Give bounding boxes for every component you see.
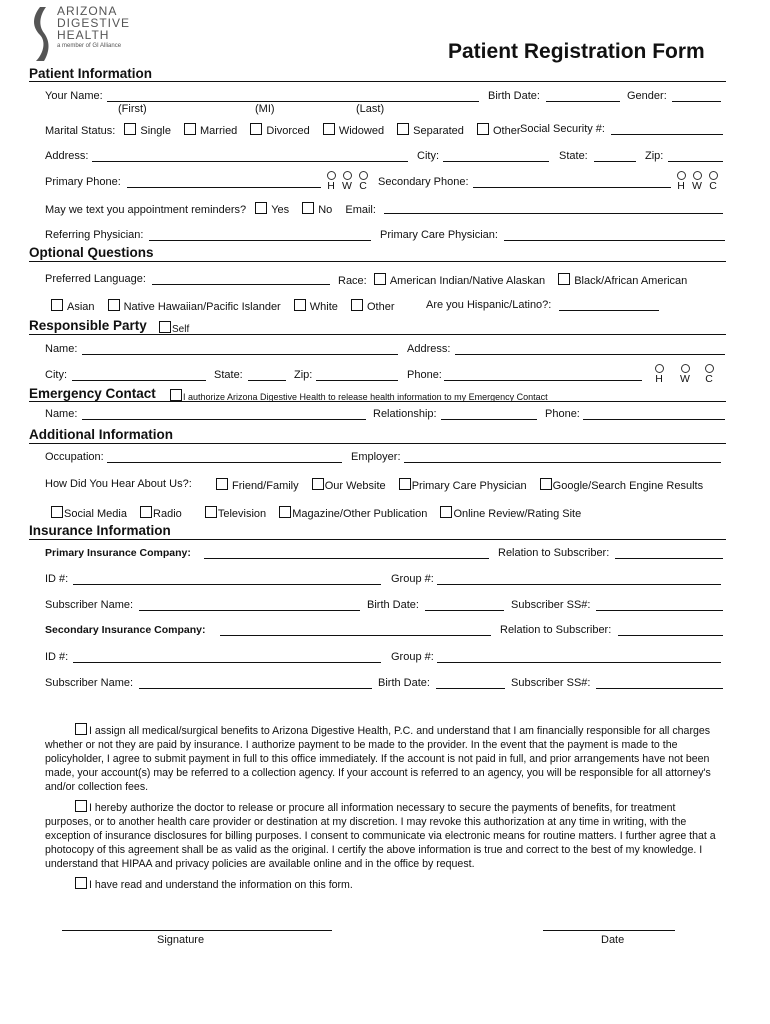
marital-divorced[interactable]: Divorced (250, 125, 309, 137)
race-black[interactable]: Black/African American (558, 275, 687, 287)
responsible-rule (29, 334, 726, 335)
secondary-birth-date-field[interactable] (436, 688, 505, 689)
date-field[interactable] (543, 930, 675, 931)
title-rule (29, 81, 726, 82)
checkbox-icon (159, 321, 171, 333)
logo-line3: HEALTH (57, 28, 110, 42)
checkbox-icon (558, 273, 570, 285)
checkbox-icon (51, 506, 63, 518)
hear-google[interactable]: Google/Search Engine Results (540, 480, 703, 492)
signature-label: Signature (157, 934, 205, 946)
consent-paragraph-1: I assign all medical/surgical benefits to Arizona Digestive Health, P.C. and understand that I am financially responsible for all charges whether or not they are paid by insurance. I authorize payment to be made to the provider. In the event that the payment is made to the policyholder, I agree to submit payment in full to this office immediately. If the account is not paid in full, and prior arrangements have not been made, your account(s) may be referred to a collection agency. If your account is referred to an agency, you will be responsible for all attorney's and/or collection fees. (45, 725, 711, 793)
last-label: (Last) (356, 103, 385, 115)
emergency-name-field[interactable] (82, 419, 366, 420)
state-label: State: (559, 150, 588, 162)
patient-info-heading: Patient Information (29, 66, 153, 81)
race-native-hawaiian[interactable]: Native Hawaiian/Pacific Islander (108, 301, 281, 313)
birth-date-label: Birth Date: (488, 90, 540, 102)
hear-pcp[interactable]: Primary Care Physician (399, 480, 527, 492)
text-reminders-row (45, 202, 376, 217)
race-american-indian[interactable]: American Indian/Native Alaskan (374, 275, 545, 287)
emergency-phone-label: Phone: (545, 408, 580, 420)
checkbox-icon (397, 123, 409, 135)
primary-phone-cell[interactable]: C (357, 171, 369, 191)
checkbox-icon (216, 478, 228, 490)
hear-television[interactable]: Television (205, 508, 266, 520)
primary-relation-label: Relation to Subscriber: (498, 547, 610, 559)
secondary-phone-cell[interactable]: C (707, 171, 719, 191)
consent-3-checkbox[interactable] (75, 877, 87, 889)
checkbox-icon (250, 123, 262, 135)
checkbox-icon (374, 273, 386, 285)
responsible-city-label: City: (45, 369, 67, 381)
responsible-name-field[interactable] (82, 354, 398, 355)
primary-id-label: ID #: (45, 573, 69, 585)
checkbox-icon (108, 299, 120, 311)
primary-phone-home[interactable]: H (325, 171, 337, 191)
primary-group-label: Group #: (391, 573, 434, 585)
consent-2-checkbox[interactable] (75, 800, 87, 812)
emergency-rule (29, 401, 726, 402)
mi-label: (MI) (255, 103, 275, 115)
primary-subscriber-ss-field[interactable] (596, 610, 723, 611)
secondary-phone-home[interactable]: H (675, 171, 687, 191)
checkbox-icon (51, 299, 63, 311)
secondary-subscriber-name-field[interactable] (139, 688, 372, 689)
city-label: City: (417, 150, 439, 162)
consent-paragraph-3: I have read and understand the information on this form. (45, 877, 721, 892)
hear-friend-family[interactable]: Friend/Family (216, 480, 299, 492)
email-label: Email: (345, 204, 376, 216)
race-other[interactable]: Other (351, 301, 395, 313)
language-label: Preferred Language: (45, 273, 146, 285)
hear-social-media[interactable]: Social Media (51, 508, 127, 520)
gender-field[interactable] (672, 101, 721, 102)
primary-insurance-label: Primary Insurance Company: (45, 547, 191, 559)
text-reminders-no[interactable]: No (302, 204, 332, 216)
responsible-city-field[interactable] (72, 380, 206, 381)
secondary-insurance-label: Secondary Insurance Company: (45, 624, 206, 636)
occupation-label: Occupation: (45, 451, 104, 463)
first-label: (First) (118, 103, 147, 115)
occupation-field[interactable] (107, 462, 342, 463)
ssn-field[interactable] (611, 134, 723, 135)
responsible-phone-label: Phone: (407, 369, 442, 381)
secondary-subscriber-ss-field[interactable] (596, 688, 723, 689)
secondary-group-label: Group #: (391, 651, 434, 663)
emergency-heading: Emergency Contact (29, 386, 156, 401)
pcp-label: Primary Care Physician: (380, 229, 498, 241)
primary-group-field[interactable] (437, 584, 721, 585)
address-field[interactable] (92, 161, 408, 162)
checkbox-icon (255, 202, 267, 214)
city-field[interactable] (443, 161, 549, 162)
signature-field[interactable] (62, 930, 332, 931)
secondary-phone-field[interactable] (473, 187, 671, 188)
responsible-state-field[interactable] (248, 380, 286, 381)
emergency-phone-field[interactable] (583, 419, 725, 420)
marital-other[interactable]: Other (477, 125, 521, 137)
hear-label: How Did You Hear About Us?: (45, 478, 192, 490)
email-field[interactable] (384, 213, 723, 214)
secondary-insurance-field[interactable] (220, 635, 491, 636)
your-name-label: Your Name: (45, 90, 103, 102)
checkbox-icon (351, 299, 363, 311)
responsible-phone-home[interactable]: H (653, 364, 665, 384)
hear-row-1 (216, 478, 713, 493)
address-label: Address: (45, 150, 89, 162)
additional-rule (29, 443, 726, 444)
responsible-self[interactable]: Self (159, 321, 189, 336)
secondary-relation-label: Relation to Subscriber: (500, 624, 612, 636)
race-white[interactable]: White (294, 301, 338, 313)
secondary-subscriber-name-label: Subscriber Name: (45, 677, 134, 689)
logo (30, 5, 160, 63)
primary-subscriber-name-field[interactable] (139, 610, 360, 611)
marital-status-row (45, 123, 531, 138)
emergency-relationship-field[interactable] (441, 419, 537, 420)
logo-tagline: a member of GI Alliance (57, 43, 122, 49)
secondary-phone-label: Secondary Phone: (378, 176, 469, 188)
checkbox-icon (477, 123, 489, 135)
responsible-address-label: Address: (407, 343, 451, 355)
primary-subscriber-ss-label: Subscriber SS#: (511, 599, 591, 611)
responsible-zip-field[interactable] (316, 380, 398, 381)
hispanic-field[interactable] (559, 310, 659, 311)
optional-heading: Optional Questions (29, 245, 154, 260)
marital-separated[interactable]: Separated (397, 125, 464, 137)
responsible-address-field[interactable] (455, 354, 725, 355)
race-label: Race: (338, 275, 367, 287)
marital-widowed[interactable]: Widowed (323, 125, 384, 137)
employer-label: Employer: (351, 451, 401, 463)
consent-1-checkbox[interactable] (75, 723, 87, 735)
zip-field[interactable] (668, 161, 723, 162)
language-field[interactable] (152, 284, 330, 285)
marital-single[interactable]: Single (124, 125, 171, 137)
hear-row-2 (51, 506, 591, 521)
checkbox-icon (323, 123, 335, 135)
responsible-phone-field[interactable] (444, 380, 642, 381)
race-row-2 (51, 299, 405, 314)
race-row (338, 273, 697, 288)
logo-line2: DIGESTIVE (57, 16, 131, 30)
consent-paragraph-2: I hereby authorize the doctor to release or procure all information necessary to secure the payments of benefits, for treatment purposes, or to another health care provider or destination at my discretion. I may revoke this authorization at any time in writing, with the exception of insurance disclosures for billing purposes. I consent to communicate via electronic means for routine matters. I further agree that a photocopy of this agreement shall be as valid as the original. I certify the above information is true and correct to the best of my knowledge. I understand that HIPAA and privacy policies are available online and in the office by request. (45, 802, 716, 870)
checkbox-icon (540, 478, 552, 490)
secondary-id-label: ID #: (45, 651, 69, 663)
race-asian[interactable]: Asian (51, 301, 95, 313)
checkbox-icon (312, 478, 324, 490)
page-title: Patient Registration Form (448, 40, 705, 63)
secondary-phone-work[interactable]: W (691, 171, 703, 191)
logo-line1: ARIZONA (57, 4, 118, 18)
state-field[interactable] (594, 161, 636, 162)
birth-date-field[interactable] (546, 101, 620, 102)
insurance-rule (29, 539, 726, 540)
primary-phone-work[interactable]: W (341, 171, 353, 191)
checkbox-icon (302, 202, 314, 214)
hear-magazine[interactable]: Magazine/Other Publication (279, 508, 427, 520)
hear-our-website[interactable]: Our Website (312, 480, 386, 492)
marital-status-label: Marital Status: (45, 125, 116, 137)
primary-phone-label: Primary Phone: (45, 176, 121, 188)
your-name-field[interactable] (107, 101, 479, 102)
responsible-heading: Responsible Party (29, 318, 147, 333)
checkbox-icon (440, 506, 452, 518)
responsible-name-label: Name: (45, 343, 78, 355)
employer-field[interactable] (404, 462, 721, 463)
checkbox-icon (399, 478, 411, 490)
zip-label: Zip: (645, 150, 664, 162)
primary-subscriber-name-label: Subscriber Name: (45, 599, 134, 611)
primary-phone-field[interactable] (127, 187, 321, 188)
checkbox-icon (279, 506, 291, 518)
date-label: Date (601, 934, 625, 946)
referring-field[interactable] (149, 240, 371, 241)
checkbox-icon (170, 389, 182, 401)
checkbox-icon (140, 506, 152, 518)
primary-birth-date-field[interactable] (425, 610, 504, 611)
hear-radio[interactable]: Radio (140, 508, 182, 520)
emergency-name-label: Name: (45, 408, 78, 420)
responsible-phone-cell[interactable]: C (703, 364, 715, 384)
secondary-group-field[interactable] (437, 662, 721, 663)
checkbox-icon (205, 506, 217, 518)
responsible-zip-label: Zip: (294, 369, 313, 381)
primary-id-field[interactable] (73, 584, 381, 585)
marital-married[interactable]: Married (184, 125, 237, 137)
responsible-state-label: State: (214, 369, 243, 381)
primary-insurance-field[interactable] (204, 558, 489, 559)
pcp-field[interactable] (504, 240, 725, 241)
hispanic-label: Are you Hispanic/Latino?: (426, 299, 552, 311)
ssn-label: Social Security #: (520, 123, 605, 135)
insurance-heading: Insurance Information (29, 523, 171, 538)
optional-rule (29, 261, 726, 262)
additional-heading: Additional Information (29, 427, 173, 442)
secondary-relation-field[interactable] (618, 635, 723, 636)
responsible-phone-work[interactable]: W (679, 364, 691, 384)
logo-mark-icon (30, 5, 54, 63)
secondary-id-field[interactable] (73, 662, 381, 663)
primary-birth-date-label: Birth Date: (367, 599, 419, 611)
hear-online-review[interactable]: Online Review/Rating Site (440, 508, 581, 520)
text-reminders-yes[interactable]: Yes (255, 204, 289, 216)
emergency-relationship-label: Relationship: (373, 408, 437, 420)
checkbox-icon (294, 299, 306, 311)
emergency-authorize[interactable]: I authorize Arizona Digestive Health to release health information to my Emergency Contact (170, 389, 548, 404)
secondary-birth-date-label: Birth Date: (378, 677, 430, 689)
gender-label: Gender: (627, 90, 667, 102)
primary-relation-field[interactable] (615, 558, 723, 559)
checkbox-icon (184, 123, 196, 135)
text-reminders-label: May we text you appointment reminders? (45, 204, 247, 216)
secondary-subscriber-ss-label: Subscriber SS#: (511, 677, 591, 689)
referring-label: Referring Physician: (45, 229, 144, 241)
checkbox-icon (124, 123, 136, 135)
